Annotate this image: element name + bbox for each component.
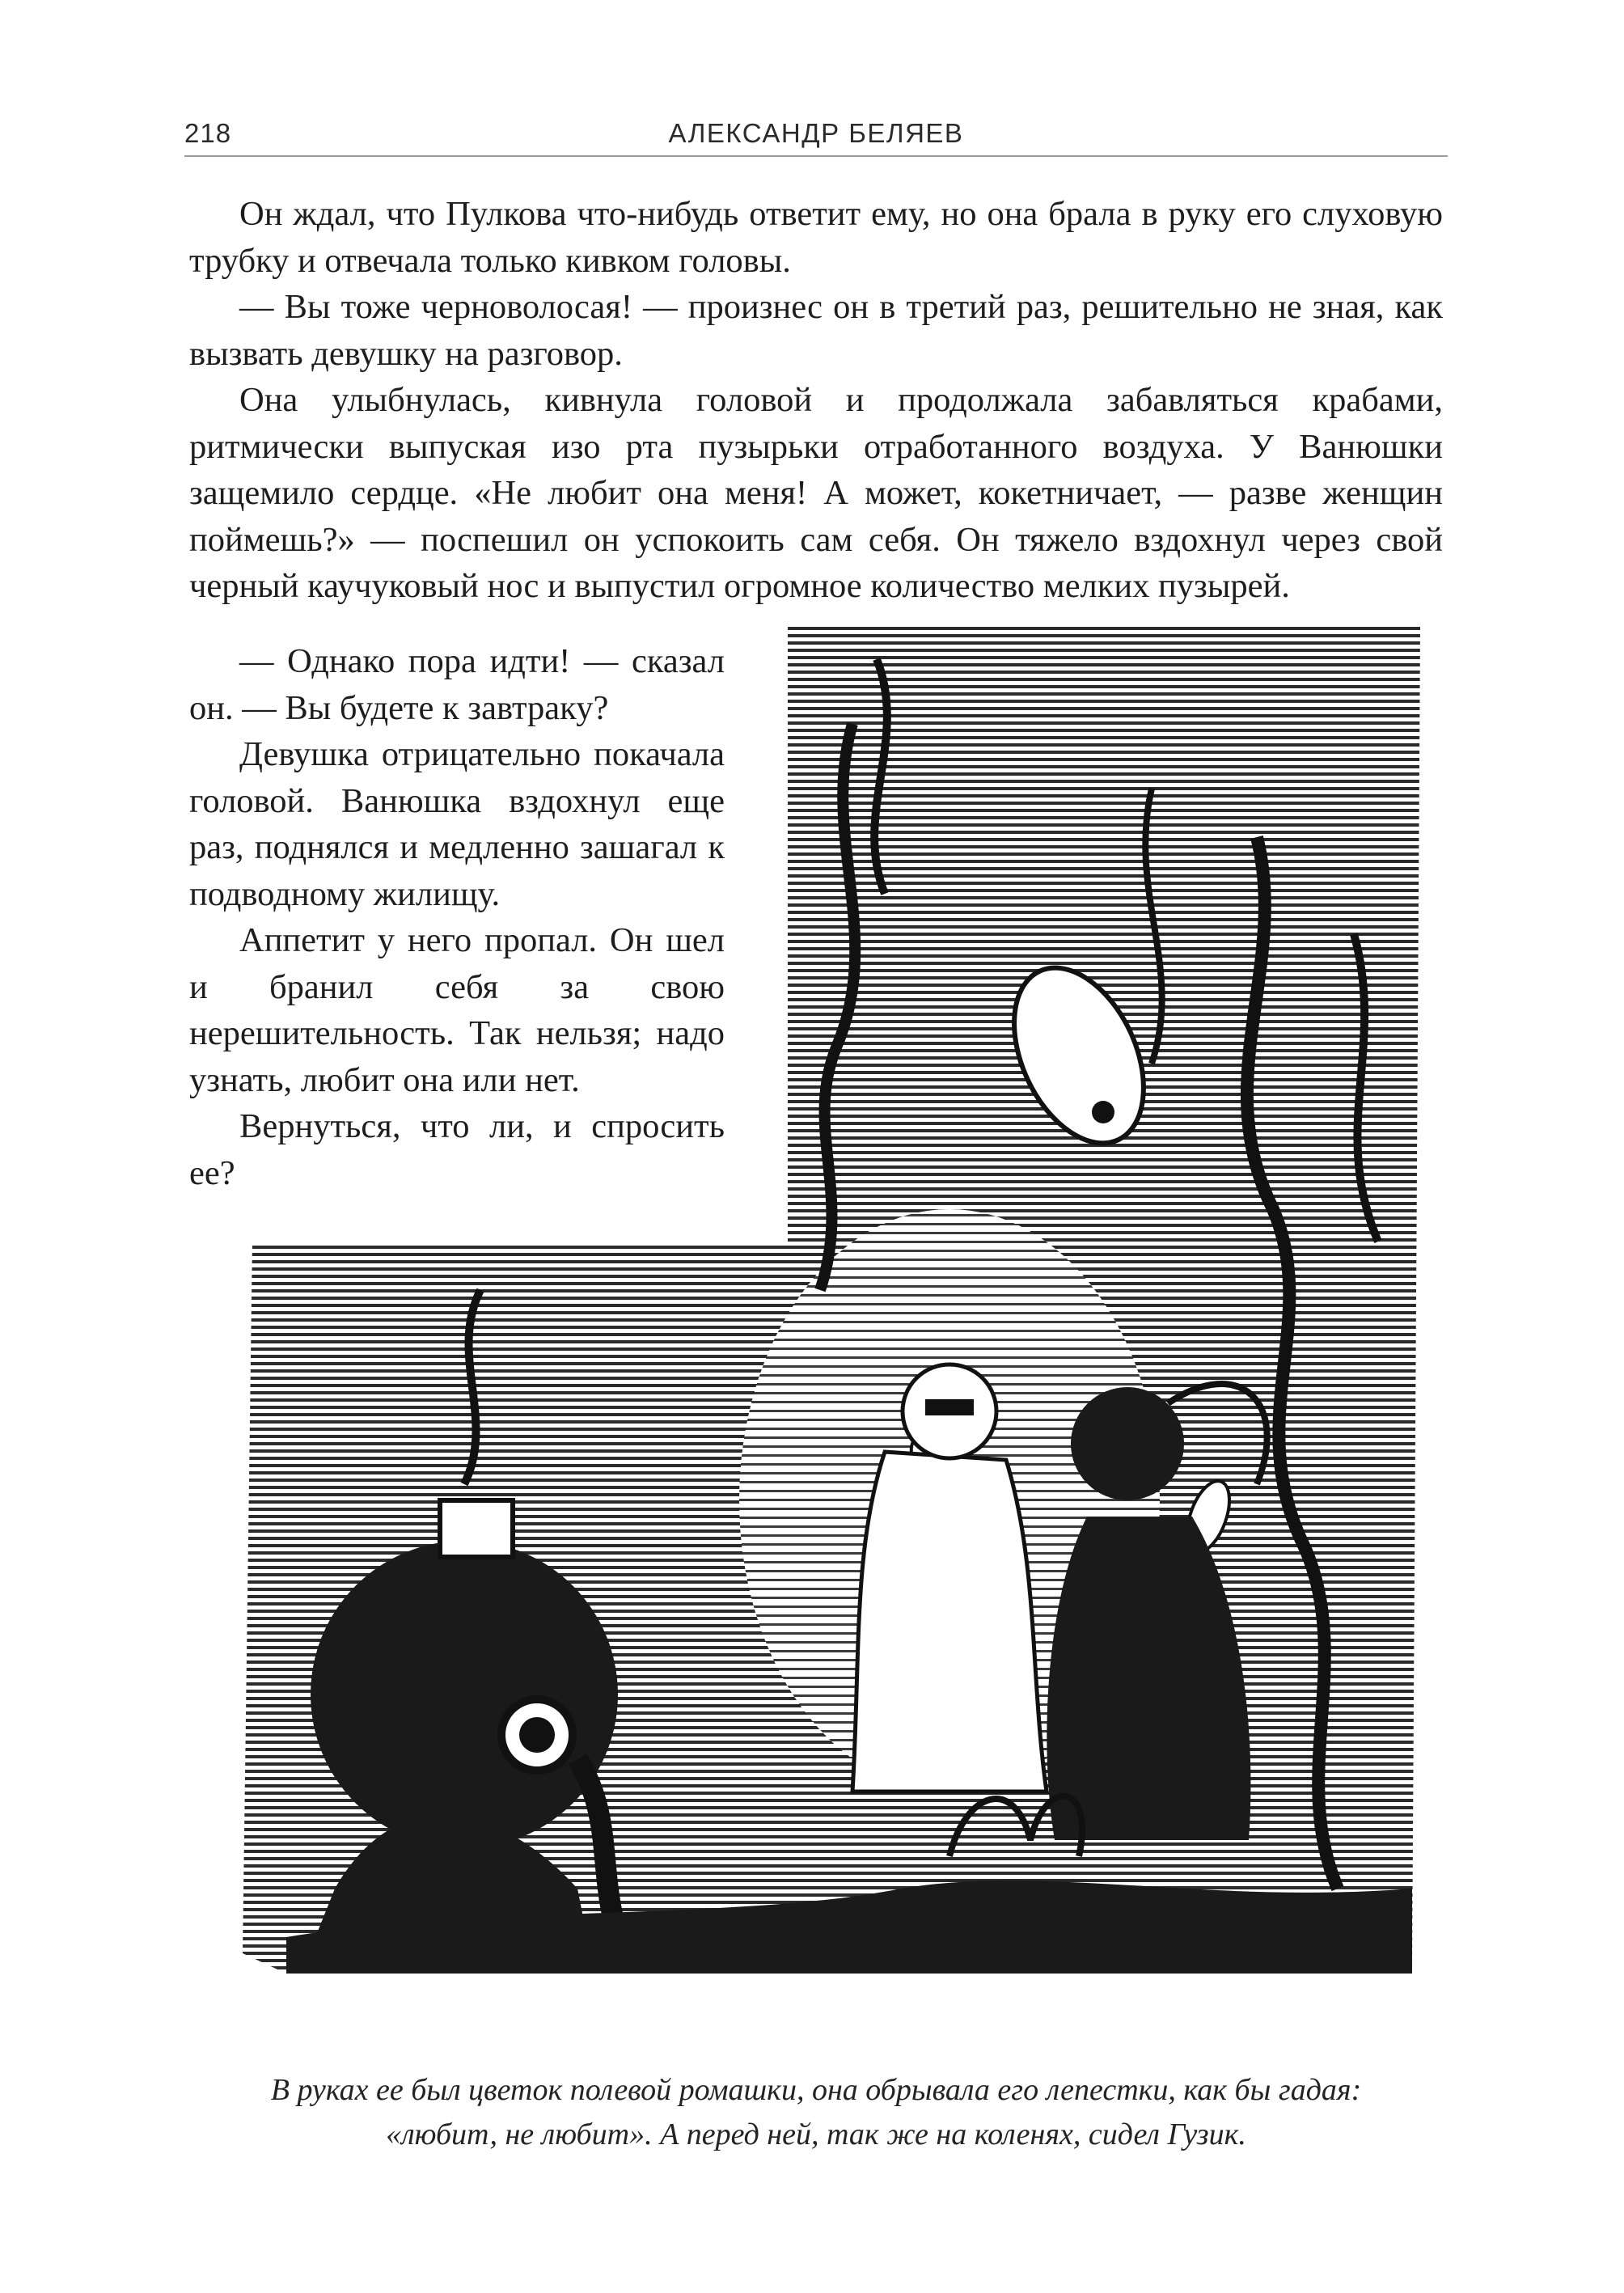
- caption-line: «любит, не любит». А перед ней, так же на коленях, сидел Гузик.: [386, 2117, 1246, 2151]
- paragraph: Вернуться, что ли, и спросить ее?: [189, 1107, 725, 1192]
- page-number: 218: [184, 118, 232, 148]
- illustration-caption: [189, 2068, 1443, 2157]
- running-head: [184, 112, 1448, 155]
- paragraph: Девушка отрицательно покачала головой. Ванюшка вздохнул еще раз, поднялся и медленно зашагал к подводному жилищу.: [189, 735, 725, 913]
- body-text: [189, 191, 1443, 610]
- paragraph: — Однако пора идти! — сказал он. — Вы будете к завтраку?: [189, 642, 725, 727]
- running-head-author: АЛЕКСАНДР БЕЛЯЕВ: [668, 118, 964, 148]
- paragraph: Аппетит у него пропал. Он шел и бранил себя за свою нерешительность. Так нельзя; надо узнать, любит она или нет.: [189, 921, 725, 1099]
- paragraph: Он ждал, что Пулкова что-нибудь ответит ему, но она брала в руку его слуховую трубку и отвечала только кивком головы.: [189, 195, 1443, 280]
- header-rule: [184, 155, 1448, 157]
- caption-line: В руках ее был цветок полевой ромашки, она обрывала его лепестки, как бы гадая:: [270, 2073, 1362, 2107]
- illustration-engraving: [238, 627, 1443, 2034]
- underwater-illustration: [238, 627, 1443, 2034]
- paragraph: — Вы тоже черноволосая! — произнес он в третий раз, решительно не зная, как вызвать девушку на разговор.: [189, 288, 1443, 373]
- paragraph: Она улыбнулась, кивнула головой и продолжала забавляться крабами, ритмически выпуская изо рта пузырьки отработанного воздуха. У Ванюшки защемило сердце. «Не любит она меня! А может, кокетничает, — разве женщин поймешь?» — поспешил он успокоить сам себя. Он тяжело вздохнул через свой черный каучуковый нос и выпустил огромное количество мелких пузырей.: [189, 381, 1443, 605]
